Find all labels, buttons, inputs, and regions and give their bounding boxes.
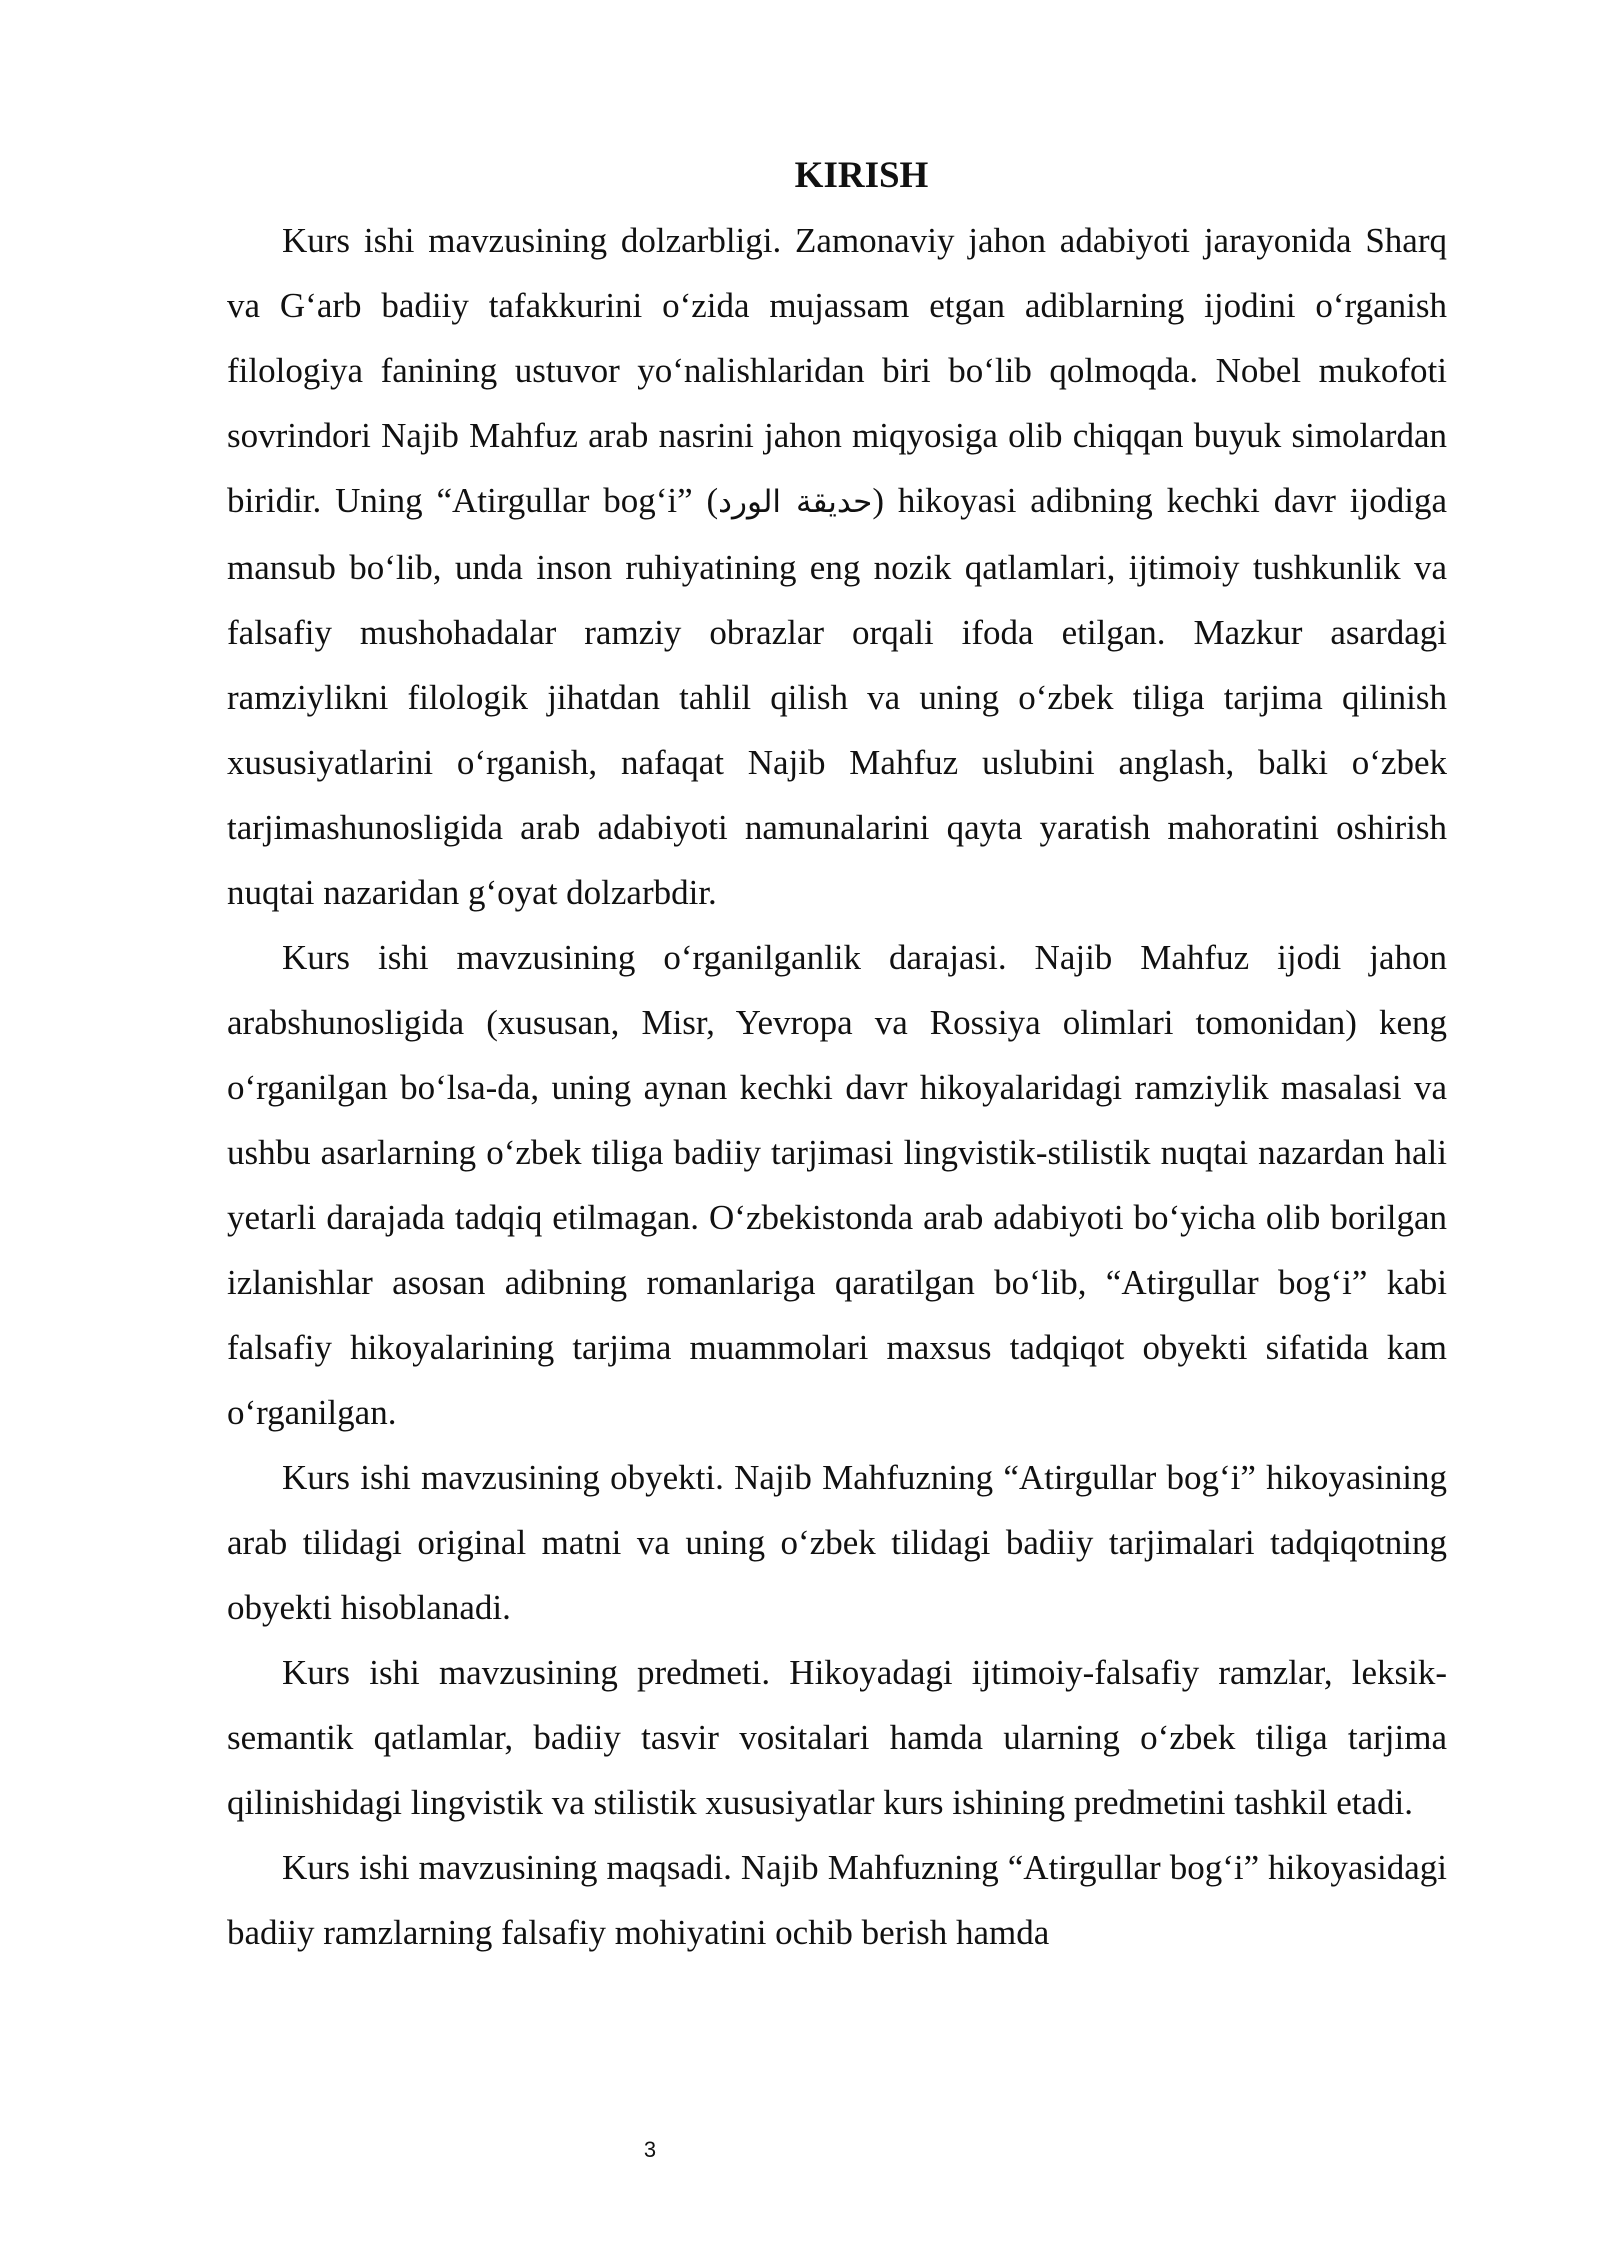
paragraph-object: Kurs ishi mavzusining obyekti. Najib Mahfuzning “Atirgullar bog‘i” hikoyasining arab tilidagi original matni va uning o‘zbek tilidagi badiiy tarjimalari tadqiqotning obyekti hisoblanadi. <box>227 1458 1447 1627</box>
paragraph-study-degree: Kurs ishi mavzusining o‘rganilganlik darajasi. Najib Mahfuz ijodi jahon arabshunosligida (xususan, Misr, Yevropa va Rossiya olimlari tomonidan) keng o‘rganilgan bo‘lsa-da, uning aynan kechki davr hikoyalaridagi ramziylik masalasi va ushbu asarlarning o‘zbek tiliga badiiy tarjimasi lingvistik-stilistik nuqtai nazardan hali yetarli darajada tadqiq etilmagan. O‘zbekistonda arab adabiyoti bo‘yicha olib borilgan izlanishlar asosan adibning romanlariga qaratilgan bo‘lib, “Atirgullar bog‘i” kabi falsafiy hikoyalarining tarjima muammolari maxsus tadqiqot obyekti sifatida kam o‘rganilgan. <box>227 938 1447 1432</box>
paragraph-subject: Kurs ishi mavzusining predmeti. Hikoyadagi ijtimoiy-falsafiy ramzlar, leksik-semantik qatlamlar, badiiy tasvir vositalari hamda ularning o‘zbek tiliga tarjima qilinishidagi lingvistik va stilistik xususiyatlar kurs ishining predmetini tashkil etadi. <box>227 1653 1447 1822</box>
paragraph-relevance-text: Kurs ishi mavzusining dolzarbligi. Zamonaviy jahon adabiyoti jarayonida Sharq va G‘arb badiiy tafakkurini o‘zida mujassam etgan adiblarning ijodini o‘rganish filologiya fanining ustuvor yo‘nalishlaridan biri bo‘lib qolmoqda. Nobel mukofoti sovrindori Najib Mahfuz arab nasrini jahon miqyosiga olib chiqqan buyuk simolardan biridir. Uning “Atirgullar bog‘i” ( <box>227 221 1447 520</box>
arabic-title: حديقة الورد <box>718 484 873 520</box>
document-body <box>227 208 1447 1965</box>
paragraph-relevance-text-continued: ) hikoyasi adibning kechki davr ijodiga mansub bo‘lib, unda inson ruhiyatining eng nozik qatlamlari, ijtimoiy tushkunlik va falsafiy mushohadalar ramziy obrazlar orqali ifoda etilgan. Mazkur asardagi ramziylikni filologik jihatdan tahlil qilish va uning o‘zbek tiliga tarjima qilinish xususiyatlarini o‘rganish, nafaqat Najib Mahfuz uslubini anglash, balki o‘zbek tarjimashunosligida arab adabiyoti namunalarini qayta yaratish mahoratini oshirish nuqtai nazaridan g‘oyat dolzarbdir. <box>227 481 1447 912</box>
paragraph-relevance <box>227 208 1447 925</box>
paragraph-goal: Kurs ishi mavzusining maqsadi. Najib Mahfuzning “Atirgullar bog‘i” hikoyasidagi badiiy ramzlarning falsafiy mohiyatini ochib berish hamda <box>227 1848 1447 1952</box>
section-heading: KIRISH <box>794 155 929 196</box>
page-number: 3 <box>643 2137 657 2162</box>
